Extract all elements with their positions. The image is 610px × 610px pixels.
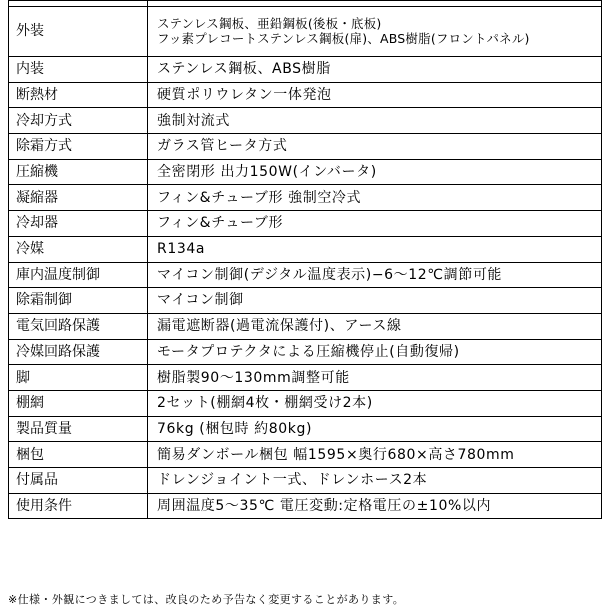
spec-label: 内装 (9, 57, 148, 83)
table-row (9, 339, 602, 365)
table-row (9, 159, 602, 185)
table-row (9, 390, 602, 416)
table-row (9, 82, 602, 108)
table-row (9, 262, 602, 288)
spec-label: 圧縮機 (9, 159, 148, 185)
table-row (9, 211, 602, 237)
spec-value: モータプロテクタによる圧縮機停止(自動復帰) (148, 339, 602, 365)
spec-label: 外装 (9, 7, 148, 57)
spec-label: 梱包 (9, 442, 148, 468)
table-row (9, 493, 602, 519)
table-row (9, 313, 602, 339)
spec-value: マイコン制御(デジタル温度表示)−6〜12℃調節可能 (148, 262, 602, 288)
table-row (9, 468, 602, 494)
table-row (9, 365, 602, 391)
spec-value: フィン&チューブ形 強制空冷式 (148, 185, 602, 211)
spec-label: 電気回路保護 (9, 313, 148, 339)
spec-value: 周囲温度5〜35℃ 電圧変動:定格電圧の±10%以内 (148, 493, 602, 519)
spec-label: 製品質量 (9, 416, 148, 442)
table-row (9, 185, 602, 211)
spec-value (148, 7, 602, 57)
spec-table (8, 0, 602, 519)
spec-label: 凝縮器 (9, 185, 148, 211)
spec-value: 簡易ダンボール梱包 幅1595×奥行680×高さ780mm (148, 442, 602, 468)
table-row (9, 108, 602, 134)
table-row (9, 7, 602, 57)
footnote: ※仕様・外観につきましては、改良のため予告なく変更することがあります。 (8, 593, 405, 606)
spec-label: 庫内温度制御 (9, 262, 148, 288)
spec-value: 全密閉形 出力150W(インバータ) (148, 159, 602, 185)
spec-value: 76kg (梱包時 約80kg) (148, 416, 602, 442)
spec-label: 除霜制御 (9, 288, 148, 314)
spec-label: 脚 (9, 365, 148, 391)
spec-label: 冷媒 (9, 236, 148, 262)
spec-label: 断熱材 (9, 82, 148, 108)
spec-value: 樹脂製90〜130mm調整可能 (148, 365, 602, 391)
spec-value: 漏電遮断器(過電流保護付)、アース線 (148, 313, 602, 339)
table-row (9, 288, 602, 314)
spec-label: 冷媒回路保護 (9, 339, 148, 365)
spec-label: 棚網 (9, 390, 148, 416)
table-row (9, 236, 602, 262)
table-row (9, 57, 602, 83)
spec-value: R134a (148, 236, 602, 262)
spec-label: 使用条件 (9, 493, 148, 519)
spec-value: フィン&チューブ形 (148, 211, 602, 237)
spec-value-line: フッ素プレコートステンレス鋼板(扉)、ABS樹脂(フロントパネル) (157, 30, 530, 46)
spec-label: 除霜方式 (9, 134, 148, 160)
spec-table-body (9, 1, 602, 519)
spec-label: 付属品 (9, 468, 148, 494)
spec-value: 硬質ポリウレタン一体発泡 (148, 82, 602, 108)
spec-label: 冷却方式 (9, 108, 148, 134)
spec-label: 冷却器 (9, 211, 148, 237)
spec-value: マイコン制御 (148, 288, 602, 314)
spec-value: ステンレス鋼板、ABS樹脂 (148, 57, 602, 83)
spec-value: 2セット(棚網4枚・棚網受け2本) (148, 390, 602, 416)
spec-value-line: ステンレス鋼板、亜鉛鋼板(後板・底板) (157, 16, 382, 32)
spec-value: 強制対流式 (148, 108, 602, 134)
table-row (9, 442, 602, 468)
spec-value: ガラス管ヒータ方式 (148, 134, 602, 160)
table-row (9, 134, 602, 160)
spec-value: ドレンジョイント一式、ドレンホース2本 (148, 468, 602, 494)
table-row (9, 416, 602, 442)
